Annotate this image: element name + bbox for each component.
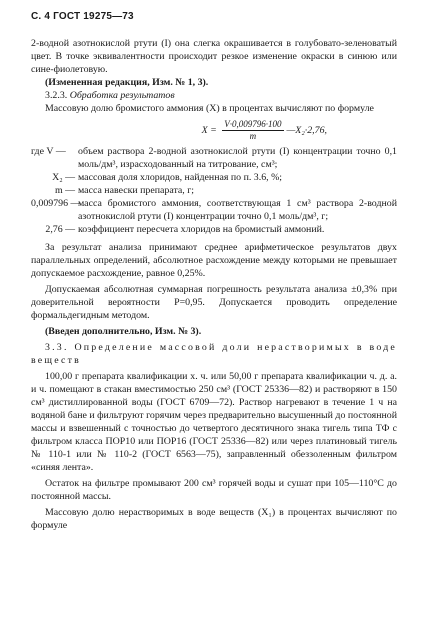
calculation-intro: Массовую долю нерастворимых в воде веществ (X₁) в процентах вычисляют по формуле: [31, 507, 397, 531]
amendment-note-1: (Измененная редакция, Изм. № 1, 3).: [45, 77, 209, 88]
formula-intro: Массовую долю бромистого аммония (X) в процентах вычисляют по формуле: [45, 103, 374, 114]
paragraph-continuation: 2-водной азотнокислой ртути (I) она слегка окрашивается в голубовато-зеленоватый цвет. В точке эквивалентности происходит резкое изменение окраски в синюю или сине-фиолетовую.: [31, 38, 397, 75]
formula-equals: =: [210, 125, 217, 136]
definition-row: [31, 145, 397, 171]
definition-text: масса навески препарата, г;: [78, 185, 195, 196]
formula-lhs: X: [201, 125, 208, 136]
error-paragraph: Допускаемая абсолютная суммарная погрешность результата анализа ±0,3% при доверительной вероятности P=0,95. Допускается проводить определение формальдегидным методом.: [31, 284, 397, 321]
amendment-note-2: (Введен дополнительно, Изм. № 3).: [45, 326, 202, 337]
definition-row: [31, 197, 397, 223]
definition-row: [31, 171, 397, 184]
definition-symbol: где V —: [31, 146, 66, 157]
result-paragraph: За результат анализа принимают среднее арифметическое результатов двух параллельных определений, абсолютное расхождение между которыми не превышает допускаемое расхождение, равное 0,25%.: [31, 242, 397, 279]
page-header: С. 4 ГОСТ 19275—73: [31, 11, 134, 22]
section-3-3-heading: 3.3. Определение массовой доли нерастворимых в воде веществ: [31, 342, 397, 366]
formula-fraction: [222, 119, 283, 142]
variable-definitions: [31, 145, 397, 236]
document-body: [31, 37, 397, 532]
definition-text: массовая доля хлоридов, найденная по п. 3.6, %;: [78, 172, 283, 183]
formula: [31, 119, 327, 142]
residue-paragraph: Остаток на фильтре промывают 200 см³ горячей воды и сушат при 105—110°С до постоянной массы.: [31, 478, 397, 502]
definition-row: [31, 184, 397, 197]
definition-text: масса бромистого аммония, соответствующая 1 см³ раствора 2-водной азотнокислой ртути (I) концентрации точно 0,1 моль/дм³, г;: [78, 198, 397, 222]
formula-denominator: m: [249, 131, 257, 141]
procedure-paragraph: 100,00 г препарата квалификации х. ч. или 50,00 г препарата квалификации ч. д. а. и ч. помещают в стакан вместимостью 250 см³ (ГОСТ 25336—82) и растворяют в 150 см³ дистиллированной воды (ГОСТ 6709—72). Раствор нагревают в течение 1 ч на водяной бане и фильтруют горячим через предварительно высушенный до постоянной массы и взвешенный с точностью до четвертого десятичного знака тигель типа ТФ с фильтром класса ПОР10 или ПОР16 (ГОСТ 25336—82) или через платиновый тигель № 110-1 или № 110-2 (ГОСТ 6563—75), заправленный обеззоленным фильтром «синяя лента».: [31, 371, 397, 473]
formula-rest: —X₂·2,76,: [286, 125, 327, 136]
definition-row: [31, 223, 397, 236]
definition-text: коэффициент пересчета хлоридов на бромистый аммоний.: [78, 224, 325, 235]
definition-text: объем раствора 2-водной азотнокислой ртути (I) концентрации точно 0,1 моль/дм³, израсходованный на титрование, см³;: [78, 146, 397, 170]
formula-numerator: V·0,009796·100: [224, 119, 282, 129]
section-title: Обработка результатов: [69, 90, 175, 101]
definition-symbol: 2,76 —: [45, 224, 75, 235]
section-number: 3.2.3.: [45, 90, 68, 101]
definition-symbol: m —: [54, 185, 75, 196]
section-3-2-3-heading: [31, 89, 397, 102]
definition-symbol: 0,009796 —: [31, 198, 81, 209]
definition-symbol: X₂ —: [52, 172, 75, 183]
